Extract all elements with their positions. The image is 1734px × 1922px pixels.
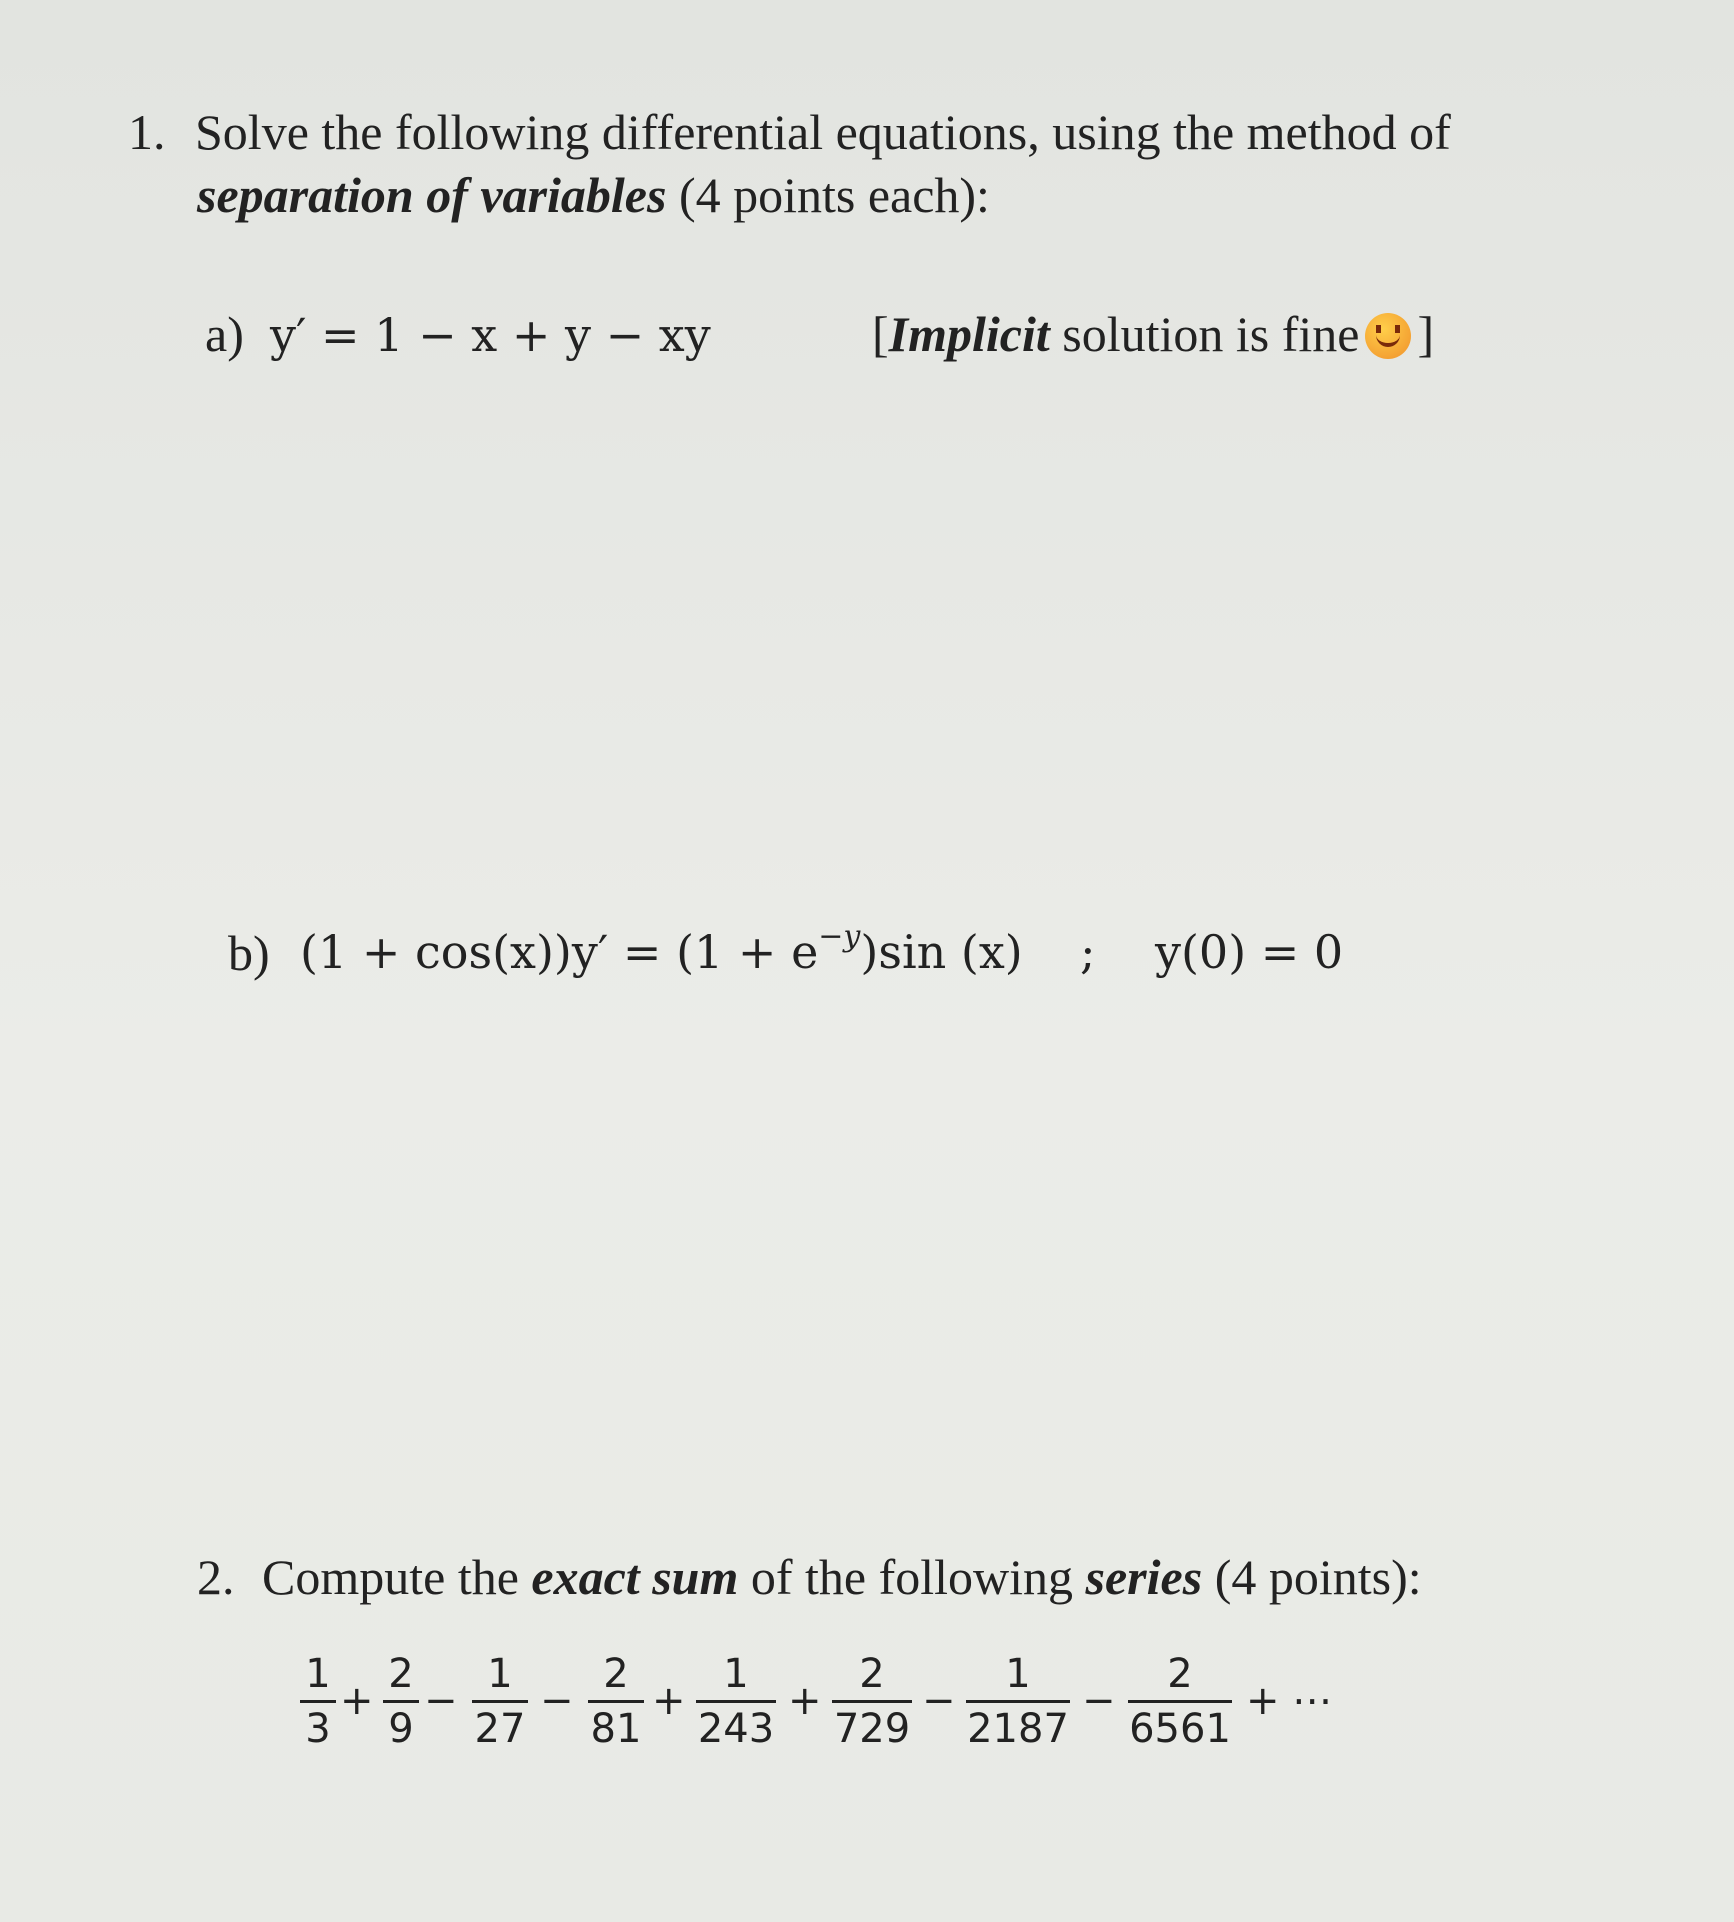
term-numerator: 2	[388, 1651, 414, 1697]
note-text: solution is fine	[1049, 306, 1360, 362]
series-term	[472, 1650, 528, 1753]
part-b-initial-condition: y(0) = 0	[1155, 925, 1344, 979]
series-operator: −	[424, 1678, 458, 1724]
series-operator: +	[652, 1678, 686, 1724]
term-denominator: 729	[833, 1706, 911, 1752]
series-operator: +	[788, 1678, 822, 1724]
series-term	[383, 1650, 419, 1753]
part-b-separator: ;	[1080, 925, 1096, 979]
part-a-label: a)	[205, 306, 244, 362]
term-denominator: 3	[305, 1706, 331, 1752]
series-term	[832, 1650, 912, 1753]
series-term	[588, 1650, 644, 1753]
part-b-equation-left: (1 + cos(x))y′ = (1 + e	[300, 925, 819, 979]
part-b-exponent: −y	[818, 919, 861, 954]
series-term	[696, 1650, 776, 1753]
term-numerator: 2	[1167, 1651, 1193, 1697]
question-1-number: 1.	[128, 104, 166, 160]
series-tail: + ⋯	[1246, 1678, 1333, 1724]
series-term	[300, 1650, 336, 1753]
q2-text-2: of the following	[738, 1549, 1086, 1605]
term-numerator: 1	[487, 1651, 513, 1697]
term-denominator: 6561	[1129, 1706, 1231, 1752]
part-a-equation: y′ = 1 − x + y − xy	[270, 308, 711, 362]
note-open-bracket: [	[872, 306, 889, 362]
part-b-equation-right: )sin (x)	[860, 925, 1023, 979]
series-term	[1128, 1650, 1232, 1753]
series-operator: −	[540, 1678, 574, 1724]
emphasis-series: series	[1085, 1549, 1203, 1605]
term-numerator: 1	[723, 1651, 749, 1697]
q2-text-3: (4 points):	[1202, 1549, 1422, 1605]
emphasis-implicit: Implicit	[888, 306, 1050, 362]
term-denominator: 9	[388, 1706, 414, 1752]
series-term	[966, 1650, 1070, 1753]
points-note: (4 points each):	[666, 167, 990, 223]
note-close-bracket: ]	[1417, 306, 1435, 362]
q2-text-1: Compute the	[262, 1549, 532, 1605]
emphasis-separation-of-variables: separation of variables	[197, 167, 667, 223]
term-numerator: 2	[859, 1651, 885, 1697]
term-denominator: 81	[590, 1706, 642, 1752]
term-numerator: 1	[1005, 1651, 1031, 1697]
term-denominator: 2187	[967, 1706, 1069, 1752]
term-denominator: 243	[697, 1706, 775, 1752]
series-operator: −	[1082, 1678, 1116, 1724]
series-operator: +	[340, 1678, 374, 1724]
series-operator: −	[922, 1678, 956, 1724]
part-b-label: b)	[228, 925, 270, 981]
term-numerator: 1	[305, 1651, 331, 1697]
question-1-prompt-line1: Solve the following differential equations, using the method of	[195, 104, 1451, 160]
term-denominator: 27	[474, 1706, 526, 1752]
emphasis-exact-sum: exact sum	[531, 1549, 739, 1605]
term-numerator: 2	[603, 1651, 629, 1697]
question-2-number: 2.	[197, 1549, 235, 1605]
